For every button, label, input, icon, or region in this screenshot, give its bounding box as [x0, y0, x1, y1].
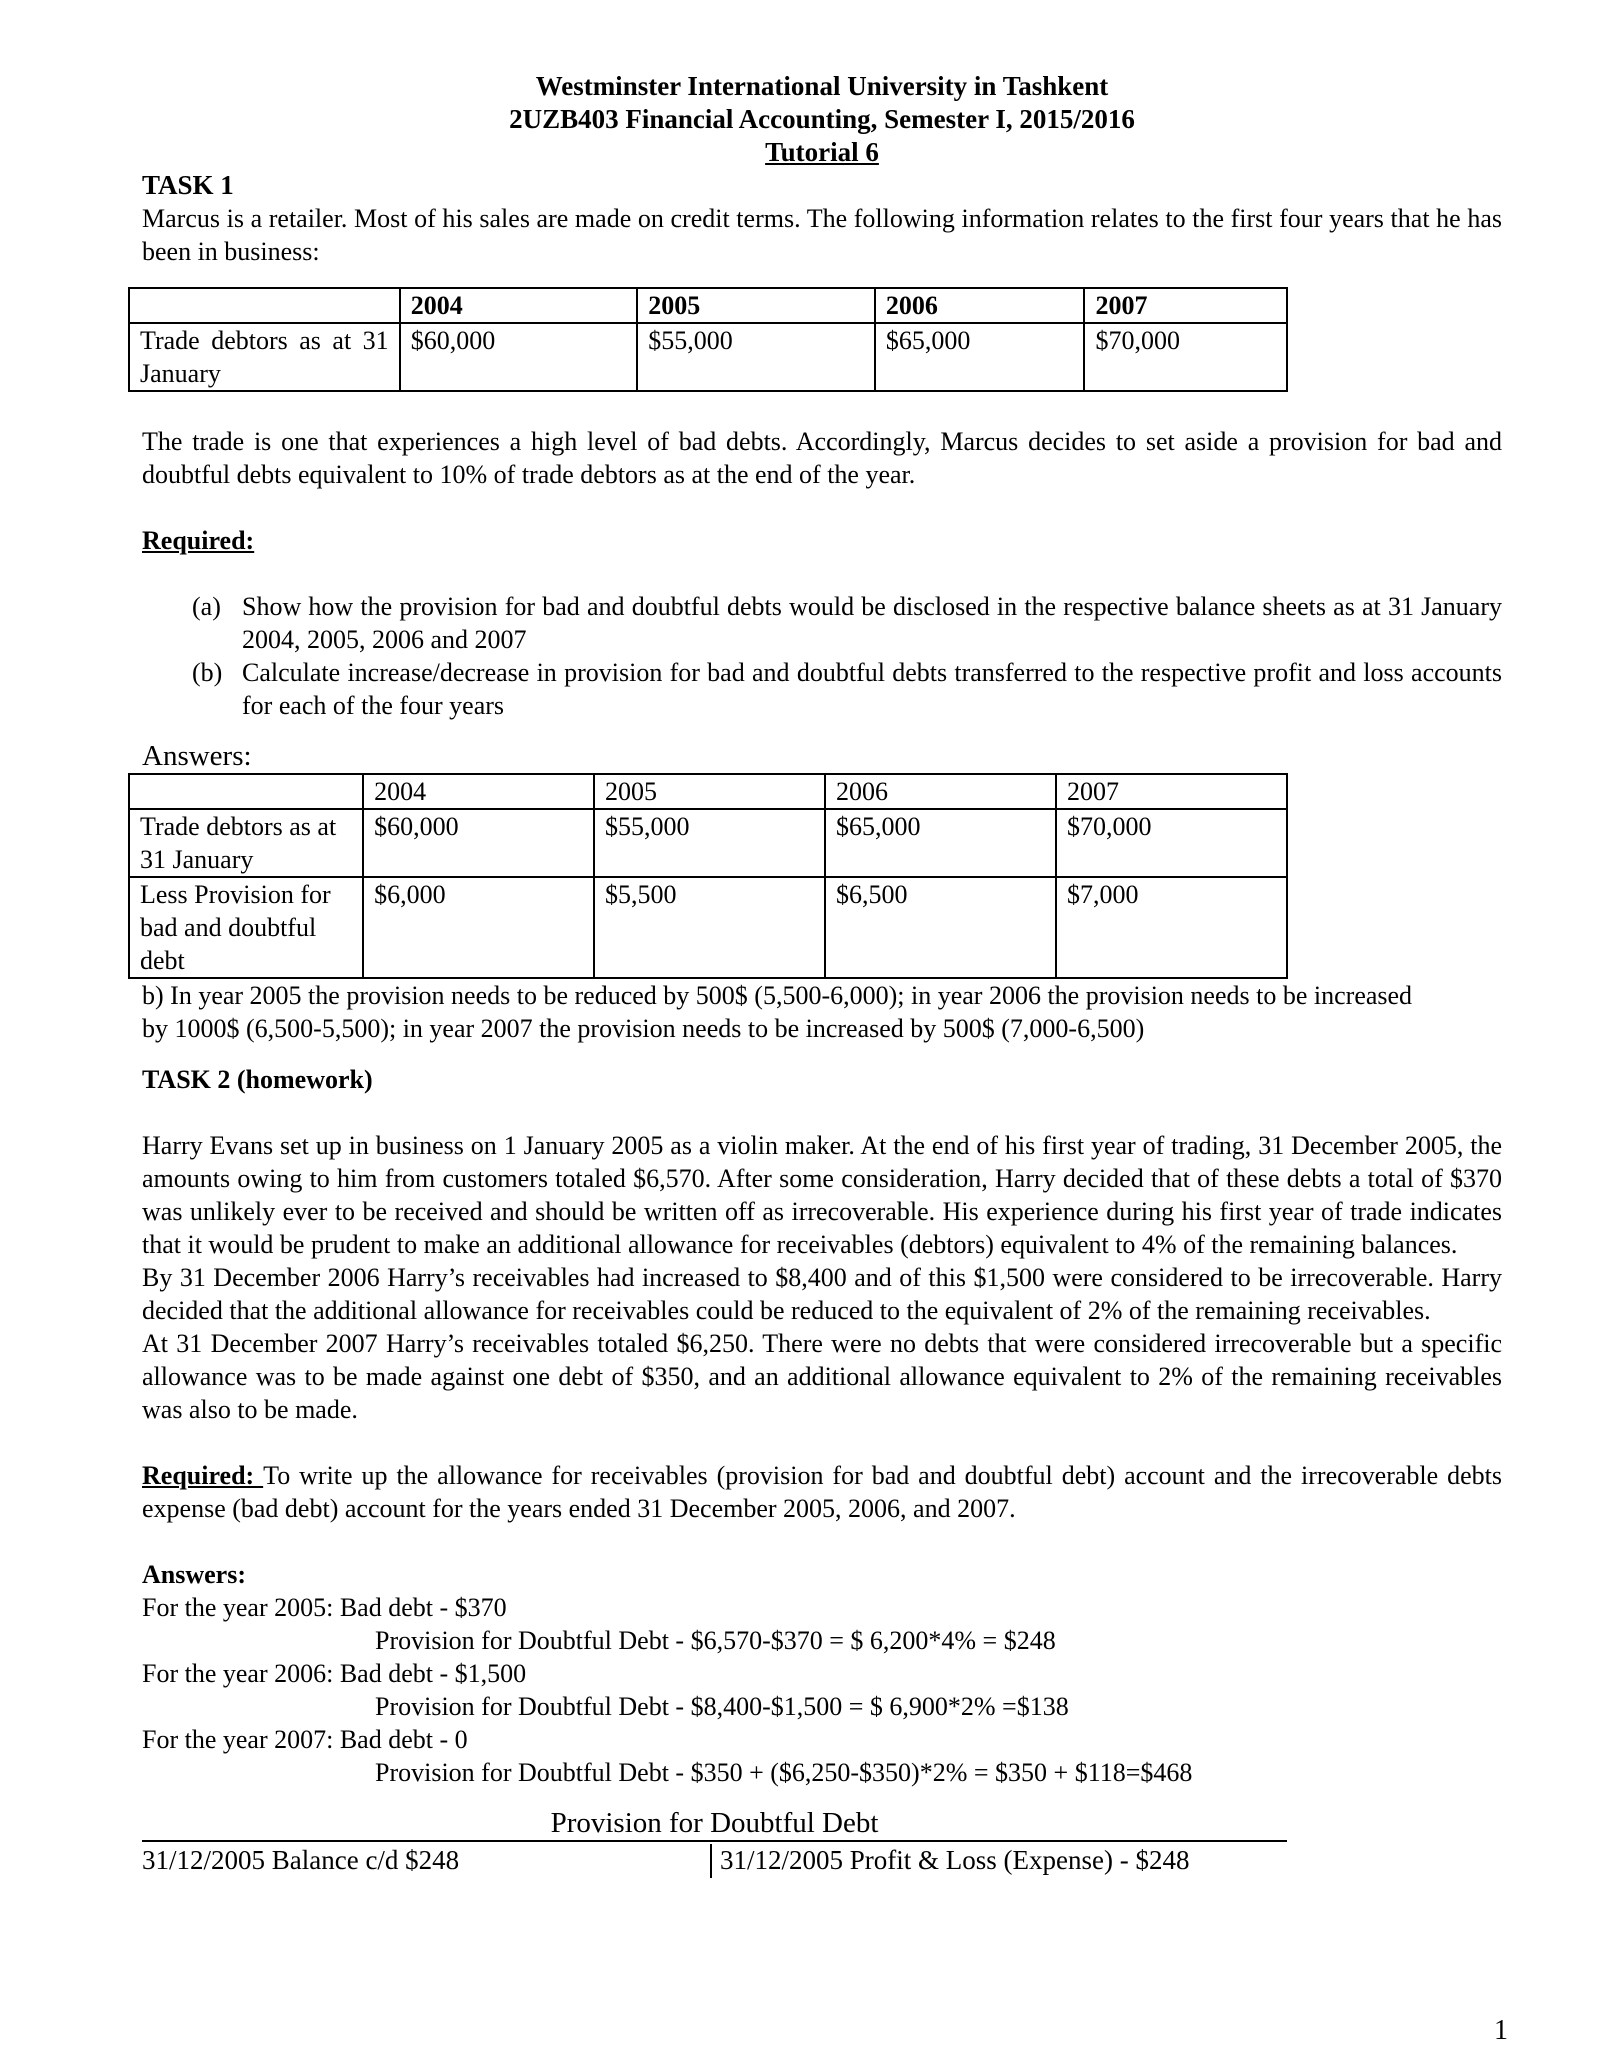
- table-cell: $5,500: [594, 877, 825, 978]
- task2-required: Required: To write up the allowance for receivables (provision for bad and doubtful debt) account and the irrecoverable debts expense (bad debt) account for the years ended 31 December 2005, 2006, and 2007.: [142, 1461, 1502, 1523]
- table-year: 2005: [637, 288, 875, 323]
- table-header-row: [129, 288, 1287, 323]
- page-number: 1: [1494, 2015, 1508, 2046]
- list-item: (a) Show how the provision for bad and doubtful debts would be disclosed in the respective balance sheets as at 31 January 2004, 2005, 2006 and 2007: [192, 592, 1502, 654]
- ledger-account: [142, 1840, 1287, 1882]
- task1-requirements-list: [192, 590, 1502, 722]
- table-cell: $60,000: [400, 323, 638, 391]
- task1-required: Required:: [142, 526, 255, 555]
- task1-intro: Marcus is a retailer. Most of his sales are made on credit terms. The following information relates to the first four years that he has been in business:: [142, 204, 1502, 266]
- table-cell: $7,000: [1056, 877, 1287, 978]
- row-label: Trade debtors as at 31 January: [129, 323, 400, 391]
- table-year: 2007: [1056, 774, 1287, 809]
- task2-paragraph: Harry Evans set up in business on 1 January 2005 as a violin maker. At the end of his first year of trading, 31 December 2005, the amounts owing to him from customers totaled $6,570. After some consideration, Harry decided that of these debts a total of $370 was unlikely ever to be received and should be written off as irrecoverable. His experience during his first year of trade indicates that it would be prudent to make an additional allowance for receivables (debtors) equivalent to 4% of the remaining balances.: [142, 1131, 1502, 1259]
- answer-line: Provision for Doubtful Debt - $8,400-$1,500 = $ 6,900*2% =$138: [375, 1692, 1069, 1721]
- task1-paragraph: The trade is one that experiences a high level of bad debts. Accordingly, Marcus decides to set aside a provision for bad and doubtful debts equivalent to 10% of trade debtors as at the end of the year.: [142, 427, 1502, 489]
- list-item: (b) Calculate increase/decrease in provision for bad and doubtful debts transferred to the respective profit and loss accounts for each of the four years: [192, 658, 1502, 720]
- table-cell: $55,000: [594, 809, 825, 877]
- task2-answers-label: Answers:: [142, 1560, 246, 1589]
- table-year: 2006: [825, 774, 1056, 809]
- table-year: 2005: [594, 774, 825, 809]
- header-tutorial: Tutorial 6: [765, 137, 879, 167]
- table-cell: $65,000: [825, 809, 1056, 877]
- task1-answer-table: [128, 773, 1288, 979]
- answer-line: For the year 2007: Bad debt - 0: [142, 1725, 468, 1754]
- table-year: 2004: [363, 774, 594, 809]
- table-cell: $70,000: [1056, 809, 1287, 877]
- table-row: [129, 877, 1287, 978]
- table-year: 2006: [875, 288, 1085, 323]
- header-institution: Westminster International University in Tashkent: [535, 71, 1109, 101]
- task2-heading: TASK 2 (homework): [142, 1065, 373, 1094]
- table-cell: $6,000: [363, 877, 594, 978]
- ledger-credit-entry: 31/12/2005 Profit & Loss (Expense) - $248: [710, 1844, 1189, 1878]
- table-cell: $70,000: [1084, 323, 1287, 391]
- answer-line: Provision for Doubtful Debt - $350 + ($6,250-$350)*2% = $350 + $118=$468: [375, 1758, 1193, 1787]
- answer-line: For the year 2005: Bad debt - $370: [142, 1593, 507, 1622]
- task1-answers-label: Answers:: [142, 740, 252, 772]
- task2-paragraph: By 31 December 2006 Harry’s receivables had increased to $8,400 and of this $1,500 were considered to be irrecoverable. Harry decided that the additional allowance for receivables could be reduced to the equivalent of 2% of the remaining receivables.: [142, 1263, 1502, 1325]
- table-cell: $60,000: [363, 809, 594, 877]
- header-course: 2UZB403 Financial Accounting, Semester I, 2015/2016: [509, 104, 1135, 134]
- table-row: [129, 809, 1287, 877]
- task2-paragraph: At 31 December 2007 Harry’s receivables totaled $6,250. There were no debts that were considered irrecoverable but a specific allowance was to be made against one debt of $350, and an additional allowance equivalent to 2% of the remaining receivables was also to be made.: [142, 1329, 1502, 1424]
- table-row: [129, 323, 1287, 391]
- row-label: Less Provision for bad and doubtful debt: [129, 877, 363, 978]
- answer-line: Provision for Doubtful Debt - $6,570-$370 = $ 6,200*4% = $248: [375, 1626, 1056, 1655]
- task1-heading: TASK 1: [142, 170, 234, 200]
- row-label: Trade debtors as at 31 January: [129, 809, 363, 877]
- task1-debtors-table: [128, 287, 1288, 392]
- table-cell: $55,000: [637, 323, 875, 391]
- table-cell: $6,500: [825, 877, 1056, 978]
- table-cell: $65,000: [875, 323, 1085, 391]
- document-page: [142, 70, 1502, 1882]
- table-year: 2004: [400, 288, 638, 323]
- ledger-debit-entry: 31/12/2005 Balance c/d $248: [142, 1845, 460, 1875]
- ledger-title: Provision for Doubtful Debt: [550, 1807, 879, 1839]
- task1-answer-b: b) In year 2005 the provision needs to be reduced by 500$ (5,500-6,000); in year 2006 the provision needs to be increased by 1000$ (6,500-5,500); in year 2007 the provision needs to be increased by 500$ (7,000-6,500): [142, 981, 1413, 1043]
- table-year: 2007: [1084, 288, 1287, 323]
- answer-line: For the year 2006: Bad debt - $1,500: [142, 1659, 527, 1688]
- table-header-row: [129, 774, 1287, 809]
